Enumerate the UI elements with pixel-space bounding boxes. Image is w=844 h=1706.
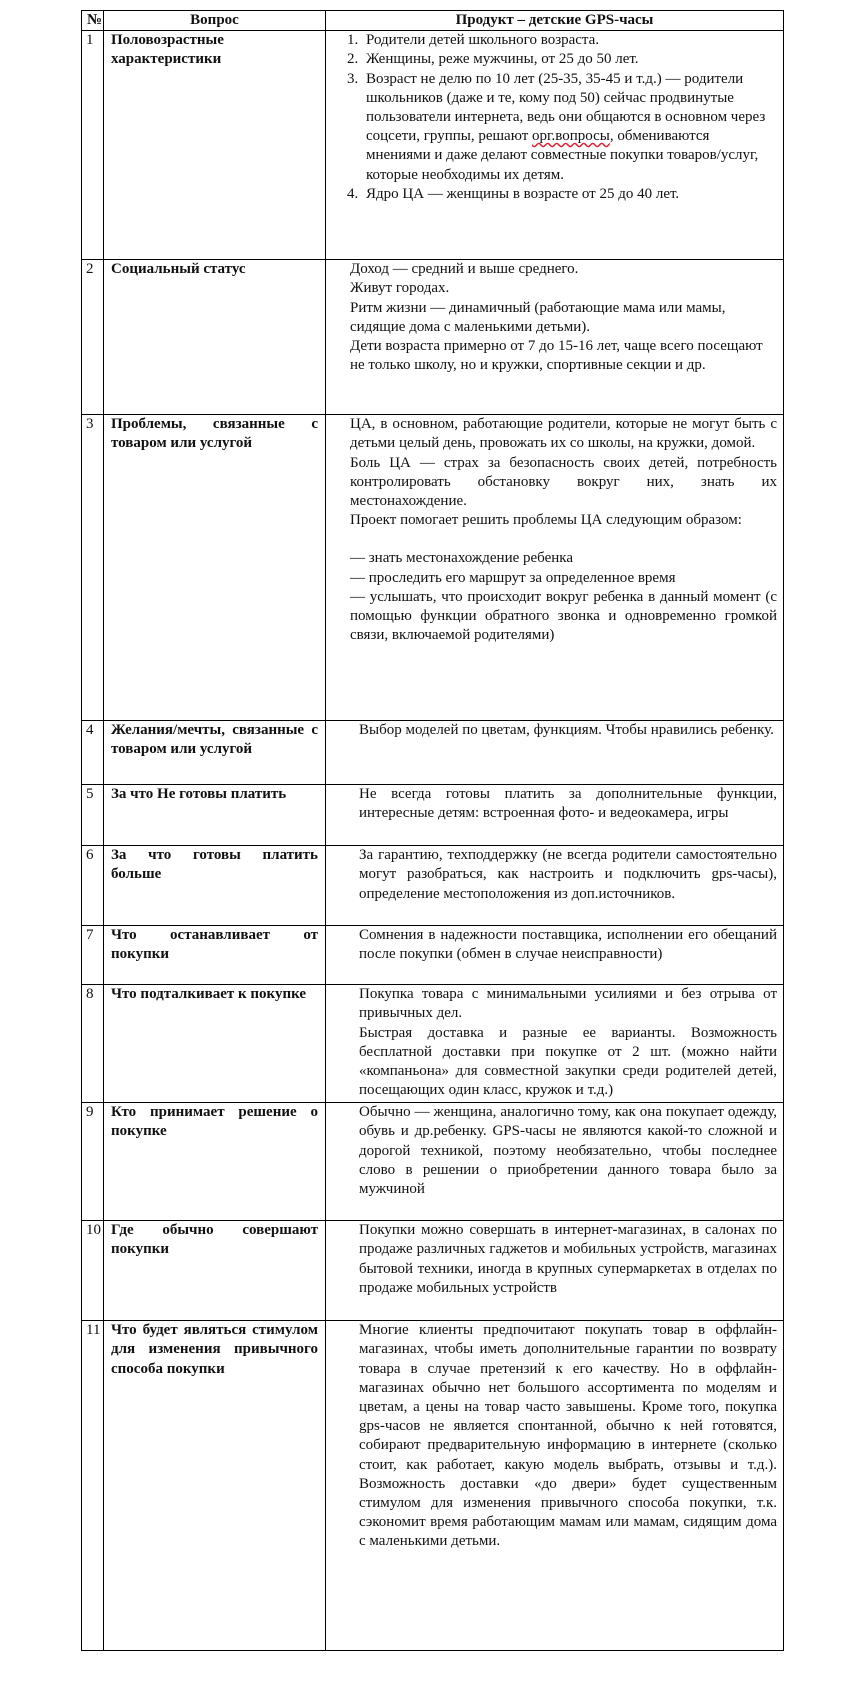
row-answer <box>326 721 784 785</box>
answer-paragraph: За гарантию, техподдержку (не всегда родители самостоятельно могут разобраться, как настроить и подключить gps-часы), определение местоположения из доп.источников. <box>359 847 777 902</box>
target-audience-table <box>81 10 784 1651</box>
answer-paragraph: Живут городах. <box>350 280 450 297</box>
row-question: Что подталкивает к покупке <box>104 985 326 1103</box>
row-number: 9 <box>82 1103 104 1221</box>
row-answer <box>326 1321 784 1651</box>
row-answer <box>326 415 784 721</box>
row-question: Что будет являться стимулом для изменения привычного способа покупки <box>104 1321 326 1651</box>
row-number: 8 <box>82 985 104 1103</box>
answer-paragraph: Покупка товара с минимальными усилиями и без отрыва от привычных дел. <box>359 986 777 1022</box>
answer-bullet: — знать местонахождение ребенка <box>350 550 574 567</box>
table-row <box>82 926 784 985</box>
row-answer <box>326 1221 784 1321</box>
answer-paragraph: Обычно — женщина, аналогично тому, как она покупает одежду, обувь и др.ребенку. GPS-часы не являются какой-то сложной и дорогой техникой, поэтому необязательно, чтобы последнее слово в решении о приобретении данного товара было за мужчиной <box>359 1104 777 1198</box>
table-row <box>82 985 784 1103</box>
answer-paragraph: Ритм жизни — динамичный (работающие мама или мамы, сидящие дома с маленькими детьми). <box>350 299 726 335</box>
row-answer <box>326 846 784 926</box>
target-audience-table-wrapper <box>81 10 783 1651</box>
row-answer <box>326 260 784 415</box>
row-number: 10 <box>82 1221 104 1321</box>
row-number: 7 <box>82 926 104 985</box>
row-question: Социальный статус <box>104 260 326 415</box>
row-answer <box>326 926 784 985</box>
row-number: 11 <box>82 1321 104 1651</box>
list-item: 1. Родители детей школьного возраста. <box>362 31 777 50</box>
table-row <box>82 1221 784 1321</box>
row-number: 5 <box>82 785 104 846</box>
row-question: Проблемы, связанные с товаром или услугой <box>104 415 326 721</box>
header-row <box>82 11 784 31</box>
table-row <box>82 260 784 415</box>
table-row <box>82 31 784 260</box>
answer-paragraph: Сомнения в надежности поставщика, исполнении его обещаний после покупки (обмен в случае неисправности) <box>359 927 777 963</box>
answer-paragraph: Боль ЦА — страх за безопасность своих детей, потребность контролировать обстановку вокруг них, знать их местонахождение. <box>350 454 777 510</box>
row-question: За что Не готовы платить <box>104 785 326 846</box>
spellcheck-underline: орг.вопросы <box>532 128 610 145</box>
header-question: Вопрос <box>104 11 326 31</box>
header-number: № <box>82 11 104 31</box>
table-row <box>82 785 784 846</box>
answer-paragraph: Не всегда готовы платить за дополнительные функции, интересные детям: встроенная фото- и ведеокамера, игры <box>359 786 777 822</box>
row-number: 1 <box>82 31 104 260</box>
row-number: 2 <box>82 260 104 415</box>
answer-bullet: — проследить его маршрут за определенное время <box>350 569 676 586</box>
answer-paragraph: Покупки можно совершать в интернет-магазинах, в салонах по продаже различных гаджетов и мобильных устройств, магазинах бытовой техники, иногда в крупных супермаркетах в отделах по продаже мобильных устройств <box>359 1222 777 1296</box>
list-item: 2. Женщины, реже мужчины, от 25 до 50 лет. <box>362 50 777 69</box>
blank-line <box>350 530 777 549</box>
row-question: За что готовы платить больше <box>104 846 326 926</box>
table-row <box>82 846 784 926</box>
list-item: 3. Возраст не делю по 10 лет (25-35, 35-45 и т.д.) — родители школьников (даже и те, кому под 50) сейчас продвинутые пользователи интернета, ведь они общаются в основном через соцсети, группы, решают орг.вопросы, обмениваются мнениями и даже делают совместные покупки товаров/услуг, которые необходимы их детям. <box>362 70 777 185</box>
table-row <box>82 721 784 785</box>
table-row <box>82 415 784 721</box>
row-question: Желания/мечты, связанные с товаром или услугой <box>104 721 326 785</box>
row-question: Что останавливает от покупки <box>104 926 326 985</box>
answer-paragraph: Проект помогает решить проблемы ЦА следующим образом: <box>350 512 742 529</box>
header-product: Продукт – детские GPS-часы <box>326 11 784 31</box>
row-number: 6 <box>82 846 104 926</box>
row-number: 4 <box>82 721 104 785</box>
table-row <box>82 1321 784 1651</box>
answer-paragraph: ЦА, в основном, работающие родители, которые не могут быть с детьми целый день, провожать их со школы, на кружки, домой. <box>350 416 777 452</box>
table-row <box>82 1103 784 1221</box>
row-question: Половозрастные характеристики <box>104 31 326 260</box>
answer-paragraph: Доход — средний и выше среднего. <box>350 261 579 278</box>
row-answer <box>326 1103 784 1221</box>
answer-paragraph: Быстрая доставка и разные ее варианты. Возможность бесплатной доставки при покупке от 2 шт. (можно найти «компаньона» для совместной закупки среди родителей детей, посещающих один класс, кружок и т.д.) <box>359 1024 777 1099</box>
list-item: 4. Ядро ЦА — женщины в возрасте от 25 до 40 лет. <box>362 185 777 204</box>
answer-bullet: — услышать, что происходит вокруг ребенка в данный момент (с помощью функции обратного звонка и одновременно громкой связи, включаемой родителями) <box>350 588 777 644</box>
row-number: 3 <box>82 415 104 721</box>
row-question: Где обычно совершают покупки <box>104 1221 326 1321</box>
answer-paragraph: Выбор моделей по цветам, функциям. Чтобы нравились ребенку. <box>359 722 774 739</box>
row-question: Кто принимает решение о покупке <box>104 1103 326 1221</box>
row-answer <box>326 985 784 1103</box>
row-answer <box>326 785 784 846</box>
answer-paragraph: Многие клиенты предпочитают покупать товар в оффлайн-магазинах, чтобы иметь дополнительные гарантии по возврату товара в случае претензий к его качеству. Но в оффлайн-магазинах обычно нет большого ассортимента по моделям и цветам, а цены на товар часто завышены. Кроме того, покупка gps-часов не является спонтанной, обычно к ней готовятся, собирают предварительную информацию в интернете (сколько стоит, как работает, какую модель выбрать, отзывы и т.д.). Возможность доставки «до двери» будет существенным стимулом для изменения привычного способа покупки, т.к. сэкономит время работающим мамам или мамам, сидящим дома с маленькими детьми. <box>359 1322 777 1550</box>
answer-list <box>334 31 777 204</box>
answer-paragraph: Дети возраста примерно от 7 до 15-16 лет, чаще всего посещают не только школу, но и кружки, спортивные секции и др. <box>350 338 763 374</box>
row-answer <box>326 31 784 260</box>
